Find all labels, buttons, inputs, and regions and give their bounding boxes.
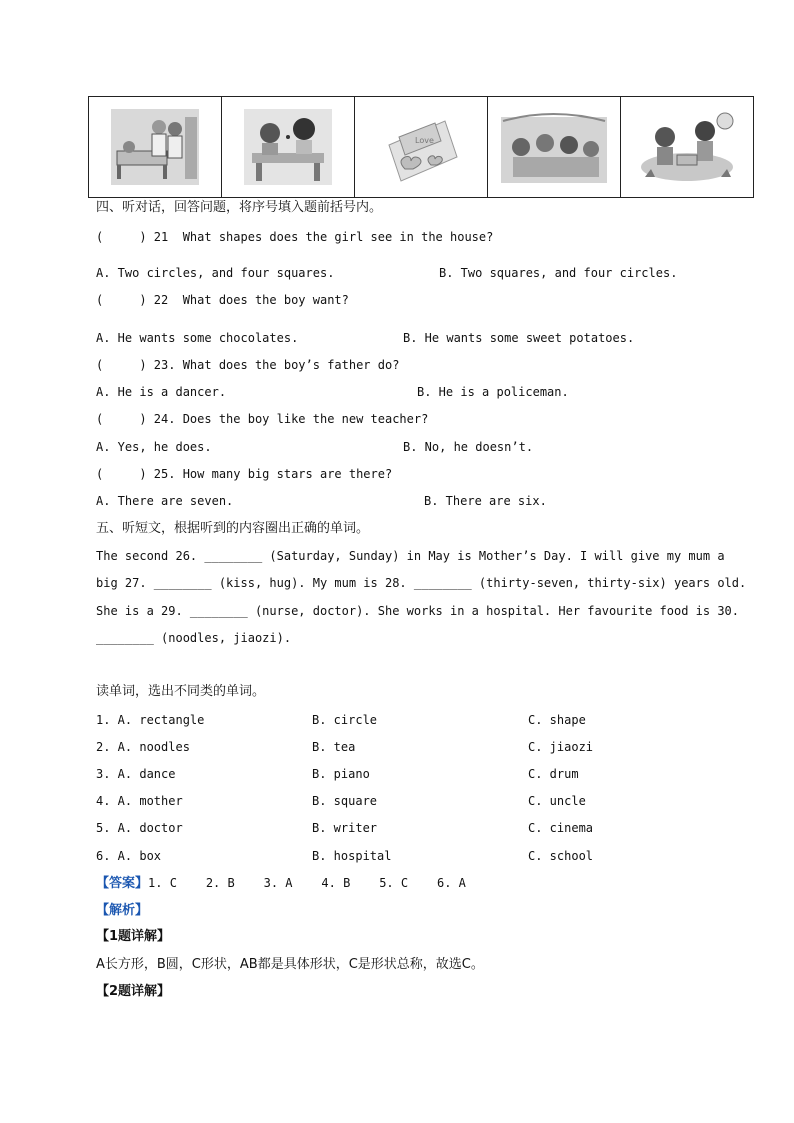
analysis-line [96, 902, 148, 919]
question-23-stem: ( ) 23. What does the boy’s father do? [96, 358, 400, 372]
vocab-row-4-option-c: C. uncle [528, 794, 586, 808]
vocab-row-1-option-a: 1. A. rectangle [96, 713, 205, 727]
question-24-option-a: A. Yes, he does. [96, 440, 212, 454]
question-21-option-b: B. Two squares, and four circles. [439, 266, 678, 280]
singing-scene-image [242, 107, 334, 187]
question-23-option-b: B. He is a policeman. [417, 385, 569, 399]
section4-heading: 四、听对话，回答问题，将序号填入题前括号内。 [96, 200, 383, 215]
picture-cell-singing [222, 97, 355, 197]
vocab-row-5-option-b: B. writer [312, 821, 378, 835]
answer-text: 1. C 2. B 3. A 4. B 5. C 6. A [148, 876, 466, 890]
hospital-scene-image [109, 107, 201, 187]
vocab-row-2-option-b: B. tea [312, 740, 356, 754]
picture-cell-children-reading [621, 97, 753, 197]
q2-detail-label: 【2题详解】 [96, 984, 171, 999]
picture-cell-family-party [488, 97, 621, 197]
vocab-row-1-option-b: B. circle [312, 713, 378, 727]
vocab-row-3-option-c: C. drum [528, 767, 579, 781]
question-25-option-a: A. There are seven. [96, 494, 234, 508]
vocab-row-6-option-b: B. hospital [312, 849, 392, 863]
question-22-option-b: B. He wants some sweet potatoes. [403, 331, 635, 345]
picture-cell-hospital [89, 97, 222, 197]
vocab-row-5-option-c: C. cinema [528, 821, 594, 835]
q1-detail-text: A长方形，B圆，C形状，AB都是具体形状，C是形状总称，故选C。 [96, 957, 484, 972]
question-22-option-a: A. He wants some chocolates. [96, 331, 299, 345]
analysis-label: 【解析】 [96, 903, 149, 918]
vocab-row-6-option-a: 6. A. box [96, 849, 162, 863]
question-24-option-b: B. No, he doesn’t. [403, 440, 534, 454]
section5-heading: 五、听短文，根据听到的内容圈出正确的单词。 [96, 521, 370, 536]
vocab-row-3-option-a: 3. A. dance [96, 767, 176, 781]
question-23-option-a: A. He is a dancer. [96, 385, 227, 399]
vocab-row-2-option-c: C. jiaozi [528, 740, 594, 754]
question-24-stem: ( ) 24. Does the boy like the new teacher? [96, 412, 429, 426]
vocab-row-2-option-a: 2. A. noodles [96, 740, 190, 754]
question-22-stem: ( ) 22 What does the boy want? [96, 293, 349, 307]
vocab-row-6-option-c: C. school [528, 849, 594, 863]
question-25-stem: ( ) 25. How many big stars are there? [96, 467, 393, 481]
vocab-row-4-option-b: B. square [312, 794, 378, 808]
passage-line-2: big 27. ________ (kiss, hug). My mum is 28. ________ (thirty-seven, thirty-six) years old. [96, 576, 747, 590]
picture-table [88, 96, 754, 198]
passage-line-1: The second 26. ________ (Saturday, Sunday) in May is Mother’s Day. I will give my mum a [96, 549, 725, 563]
children-reading-image [637, 107, 737, 187]
answer-label: 【答案】 [96, 876, 149, 891]
passage-line-4: ________ (noodles, jiaozi). [96, 631, 292, 645]
passage-line-3: She is a 29. ________ (nurse, doctor). She works in a hospital. Her favourite food is 30. [96, 604, 739, 618]
vocab-row-3-option-b: B. piano [312, 767, 370, 781]
love-card-image [375, 107, 467, 187]
question-25-option-b: B. There are six. [424, 494, 547, 508]
family-party-image [499, 107, 609, 187]
picture-cell-love-card [355, 97, 488, 197]
vocab-row-5-option-a: 5. A. doctor [96, 821, 183, 835]
question-21-option-a: A. Two circles, and four squares. [96, 266, 335, 280]
vocab-row-4-option-a: 4. A. mother [96, 794, 183, 808]
vocab-row-1-option-c: C. shape [528, 713, 586, 727]
answer-line [96, 875, 466, 892]
vocab-heading: 读单词，选出不同类的单词。 [96, 684, 266, 699]
q1-detail-label: 【1题详解】 [96, 929, 171, 944]
svg-text:Love: Love [415, 136, 434, 145]
question-21-stem: ( ) 21 What shapes does the girl see in the house? [96, 230, 494, 244]
